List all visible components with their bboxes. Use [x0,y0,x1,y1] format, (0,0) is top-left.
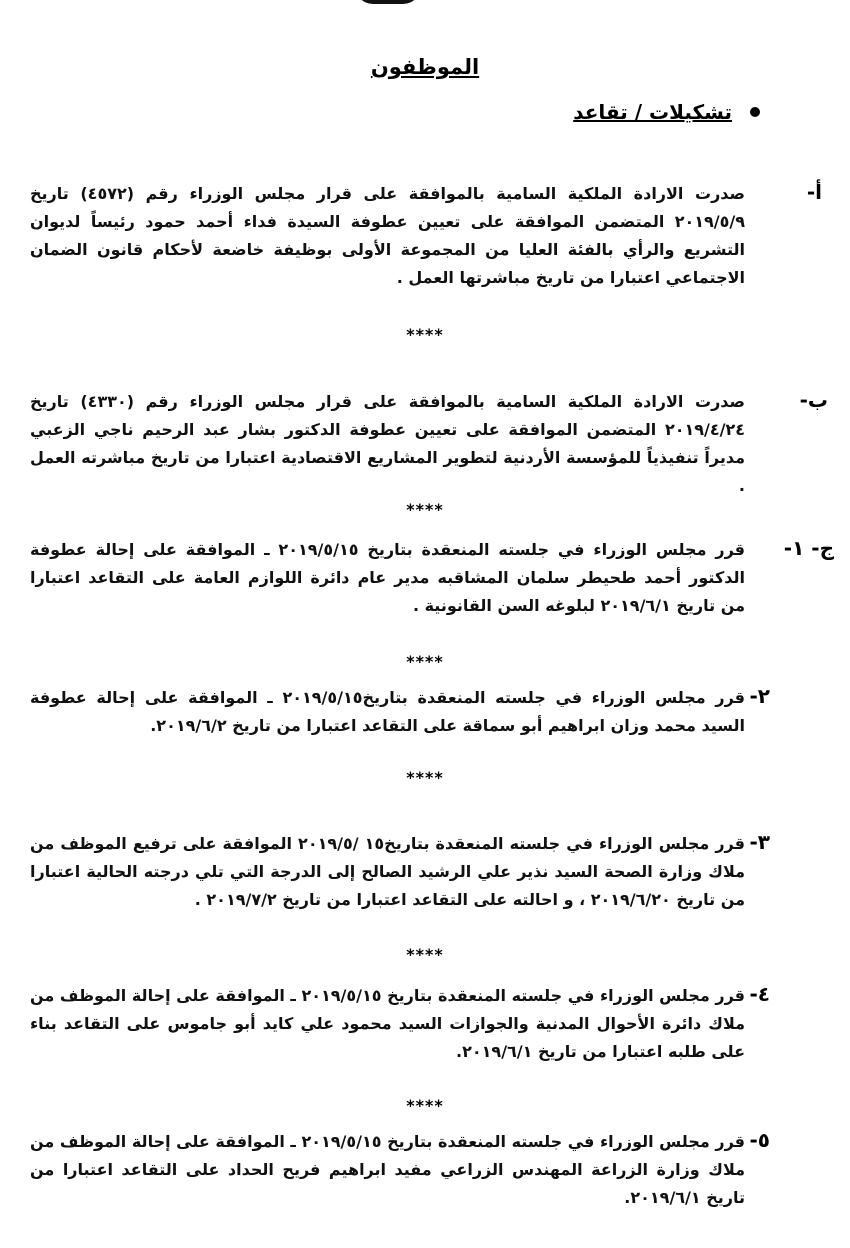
item-marker: أ- [806,180,822,204]
section-heading [573,100,760,124]
item-marker: ٣- [749,830,770,854]
separator: **** [406,1096,444,1115]
item-paragraph: قرر مجلس الوزراء في جلسته المنعقدة بتاريخ ٢٠١٩/٥/١٥ ـ الموافقة على إحالة عطوفة الدكتور أحمد طحيطر سلمان المشاقبه مدير عام دائرة اللوازم العامة على التقاعد اعتبارا من تاريخ ٢٠١٩/٦/١ لبلوغه السن القانونية . [30,540,745,615]
section-heading-text: تشكيلات / تقاعد [573,100,732,124]
separator: **** [406,652,444,671]
item-paragraph: قرر مجلس الوزراء في جلسته المنعقدة بتاريخ ٢٠١٩/٥/١٥ ـ الموافقة على إحالة الموظف من ملاك دائرة الأحوال المدنية والجوازات السيد محمود علي كايد أبو جاموس على التقاعد بناء على طلبه اعتبارا من تاريخ ٢٠١٩/٦/١. [30,986,745,1061]
item-paragraph: صدرت الارادة الملكية السامية بالموافقة على قرار مجلس الوزراء رقم (٤٥٧٢) تاريخ ٢٠١٩/٥/٩ المتضمن الموافقة على تعيين عطوفة السيدة فداء أحمد حمود رئيساً لديوان التشريع والرأي بالفئة العليا من المجموعة الأولى بوظيفة خاضعة لأحكام قانون الضمان الاجتماعي اعتبارا من تاريخ مباشرتها العمل . [30,184,745,287]
separator: **** [406,325,444,344]
item-marker: ب- [799,388,828,412]
bullet-icon [750,107,760,117]
page-title: الموظفون [370,55,480,79]
item-marker: ٥- [749,1128,770,1152]
separator: **** [406,500,444,519]
item-paragraph: صدرت الارادة الملكية السامية بالموافقة على قرار مجلس الوزراء رقم (٤٣٣٠) تاريخ ٢٠١٩/٤/٢٤ المتضمن الموافقة على تعيين عطوفة الدكتور بشار عبد الرحيم ناجي الزعبي مديراً تنفيذياً للمؤسسة الأردنية لتطوير المشاريع الاقتصادية اعتبارا من تاريخ مباشرته العمل . [30,392,745,495]
item-marker: ٤- [749,982,770,1006]
item-paragraph: قرر مجلس الوزراء في جلسته المنعقدة بتاريخ٢٠١٩/٥/١٥ ـ الموافقة على إحالة عطوفة السيد محمد وزان ابراهيم أبو سماقة على التقاعد اعتبارا من تاريخ ٢٠١٩/٦/٢. [30,688,746,735]
separator: **** [406,768,444,787]
item-paragraph: قرر مجلس الوزراء في جلسته المنعقدة بتاريخ١٥ /٢٠١٩/٥ الموافقة على ترفيع الموظف من ملاك وزارة الصحة السيد نذير علي الرشيد الصالح إلى الدرجة التي تلي درجته الحالية اعتبارا من تاريخ ٢٠١٩/٦/٢٠ ، و احالته على التقاعد اعتبارا من تاريخ ٢٠١٩/٧/٢ . [30,834,745,909]
item-paragraph: قرر مجلس الوزراء في جلسته المنعقدة بتاريخ ٢٠١٩/٥/١٥ ـ الموافقة على إحالة الموظف من ملاك وزارة الزراعة المهندس الزراعي مفيد ابراهيم فريح الحداد على التقاعد اعتبارا من تاريخ ٢٠١٩/٦/١. [30,1132,745,1207]
header-seal-fragment [355,0,421,4]
item-marker: ٢- [749,684,770,708]
separator: **** [406,945,444,964]
item-marker: ج- ١- [783,536,834,560]
